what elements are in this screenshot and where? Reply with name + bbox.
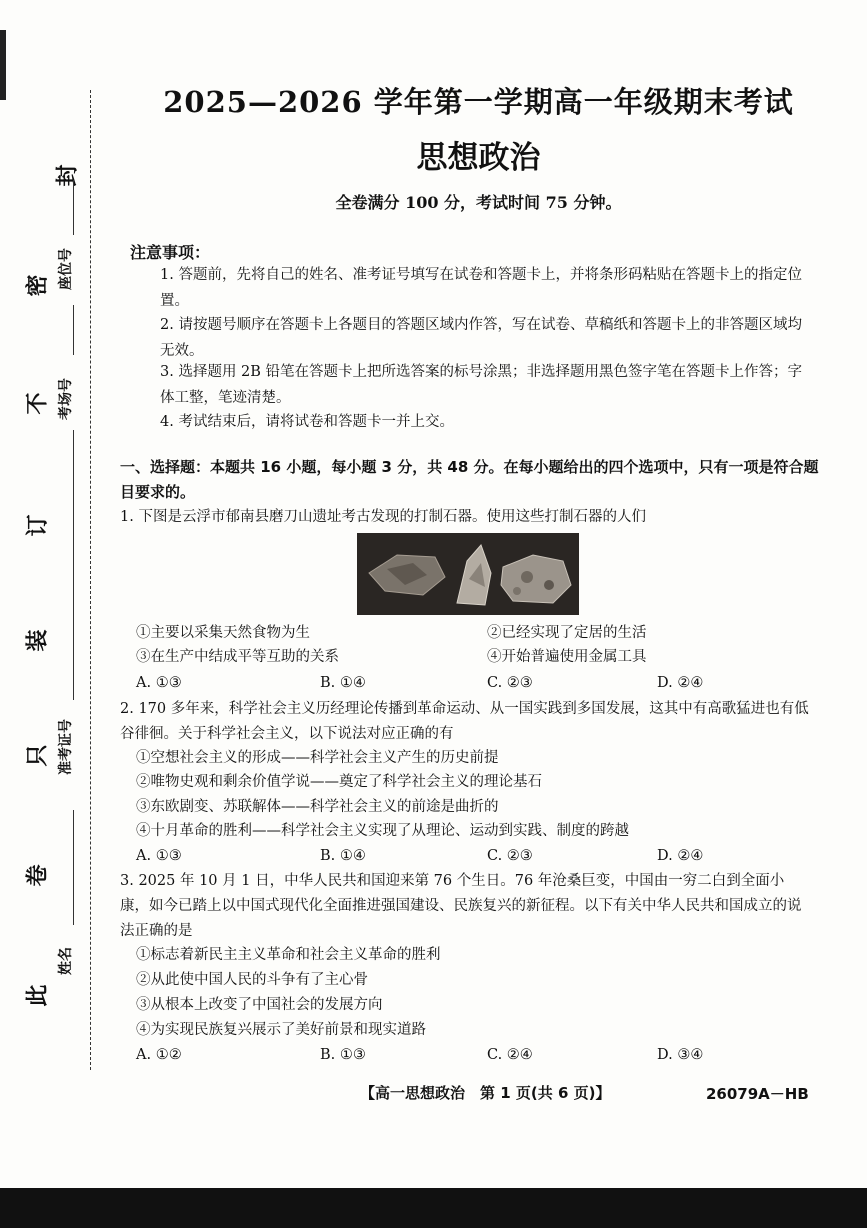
question-1-statement: ④开始普遍使用金属工具 [487,649,647,665]
exam-title: 2025—2026 学年第一学期高一年级期末考试 [163,85,794,119]
question-3-statement: ③从根本上改变了中国社会的发展方向 [136,997,383,1013]
binding-char: 密 [25,274,51,297]
binding-char: 只 [25,744,51,767]
section-heading: 一、选择题：本题共 16 小题，每小题 3 分，共 48 分。在每小题给出的四个选项中，只有一项是符合题目要求的。 [120,458,819,501]
question-3-statement: ①标志着新民主主义革命和社会主义革命的胜利 [136,947,441,963]
stone-tools-photo [357,533,579,615]
question-1-option-a[interactable]: A. ①③ [136,675,182,691]
exam-room-label: 考场号 [58,378,74,420]
question-3-option-d[interactable]: D. ③④ [657,1047,704,1063]
question-2-statement: ①空想社会主义的形成——科学社会主义产生的历史前提 [136,750,499,766]
scan-edge [0,30,6,100]
question-3-statement: ④为实现民族复兴展示了美好前景和现实道路 [136,1022,426,1038]
seat-number-label: 座位号 [58,248,74,290]
question-2-stem: 2. 170 多年来，科学社会主义历经理论传播到革命运动、从一国实践到多国发展，这其中有高歌猛进也有低谷徘徊。关于科学社会主义，以下说法对应正确的有 [120,701,809,742]
seat-number-blank[interactable] [73,180,74,235]
question-2-option-a[interactable]: A. ①③ [136,848,182,864]
binding-char: 卷 [25,864,51,887]
question-3-statement: ②从此使中国人民的斗争有了主心骨 [136,972,368,988]
page-footer: 【高一思想政治 第 1 页(共 6 页)】 [360,1084,611,1102]
subject-title: 思想政治 [416,140,541,176]
binding-line [90,90,91,1070]
question-1-statement: ③在生产中结成平等互助的关系 [136,649,339,665]
binding-char: 此 [25,984,51,1007]
question-1-statement: ①主要以采集天然食物为生 [136,625,310,641]
question-1-option-d[interactable]: D. ②④ [657,675,704,691]
paper-code: 26079A－HB [706,1085,809,1103]
question-2-statement: ③东欧剧变、苏联解体——科学社会主义的前途是曲折的 [136,799,499,815]
name-label: 姓名 [58,947,74,975]
exam-number-blank[interactable] [73,430,74,700]
question-1-stem: 1. 下图是云浮市郁南县磨刀山遗址考古发现的打制石器。使用这些打制石器的人们 [120,509,646,525]
binding-char: 不 [25,392,51,415]
question-1-option-b[interactable]: B. ①④ [320,675,366,691]
scan-bottom-shadow [0,1188,867,1228]
question-2-statement: ②唯物史观和剩余价值学说——奠定了科学社会主义的理论基石 [136,774,542,790]
notice-item: 1. 答题前，先将自己的姓名、准考证号填写在试卷和答题卡上，并将条形码粘贴在答题卡上的指定位置。 [160,267,802,309]
name-blank[interactable] [73,810,74,925]
question-3-option-c[interactable]: C. ②④ [487,1047,533,1063]
question-2-statement: ④十月革命的胜利——科学社会主义实现了从理论、运动到实践、制度的跨越 [136,823,629,839]
notice-item: 4. 考试结束后，请将试卷和答题卡一并上交。 [160,414,454,430]
question-2-option-d[interactable]: D. ②④ [657,848,704,864]
exam-number-label: 准考证号 [58,719,74,775]
notice-title: 注意事项： [130,243,211,262]
binding-char: 装 [25,629,51,652]
question-1-option-c[interactable]: C. ②③ [487,675,533,691]
binding-char: 封 [55,164,81,187]
notice-item: 2. 请按题号顺序在答题卡上各题目的答题区域内作答，写在试卷、草稿纸和答题卡上的非答题区域均无效。 [160,317,802,359]
binding-char: 订 [25,514,51,537]
question-3-option-b[interactable]: B. ①③ [320,1047,366,1063]
question-3-stem: 3. 2025 年 10 月 1 日，中华人民共和国迎来第 76 个生日。76 年沧桑巨变，中国由一穷二白到全面小康，如今已踏上以中国式现代化全面推进强国建设、民族复兴的新征程。以下有关中华人民共和国成立的说法正确的是 [120,873,802,939]
question-1-statement: ②已经实现了定居的生活 [487,625,647,641]
stone-tools-image [357,533,579,615]
question-2-option-c[interactable]: C. ②③ [487,848,533,864]
exam-info: 全卷满分 100 分，考试时间 75 分钟。 [335,193,622,212]
exam-room-blank[interactable] [73,305,74,355]
notice-item: 3. 选择题用 2B 铅笔在答题卡上把所选答案的标号涂黑；非选择题用黑色签字笔在答题卡上作答；字体工整，笔迹清楚。 [160,364,803,406]
question-3-option-a[interactable]: A. ①② [136,1047,182,1063]
question-2-option-b[interactable]: B. ①④ [320,848,366,864]
